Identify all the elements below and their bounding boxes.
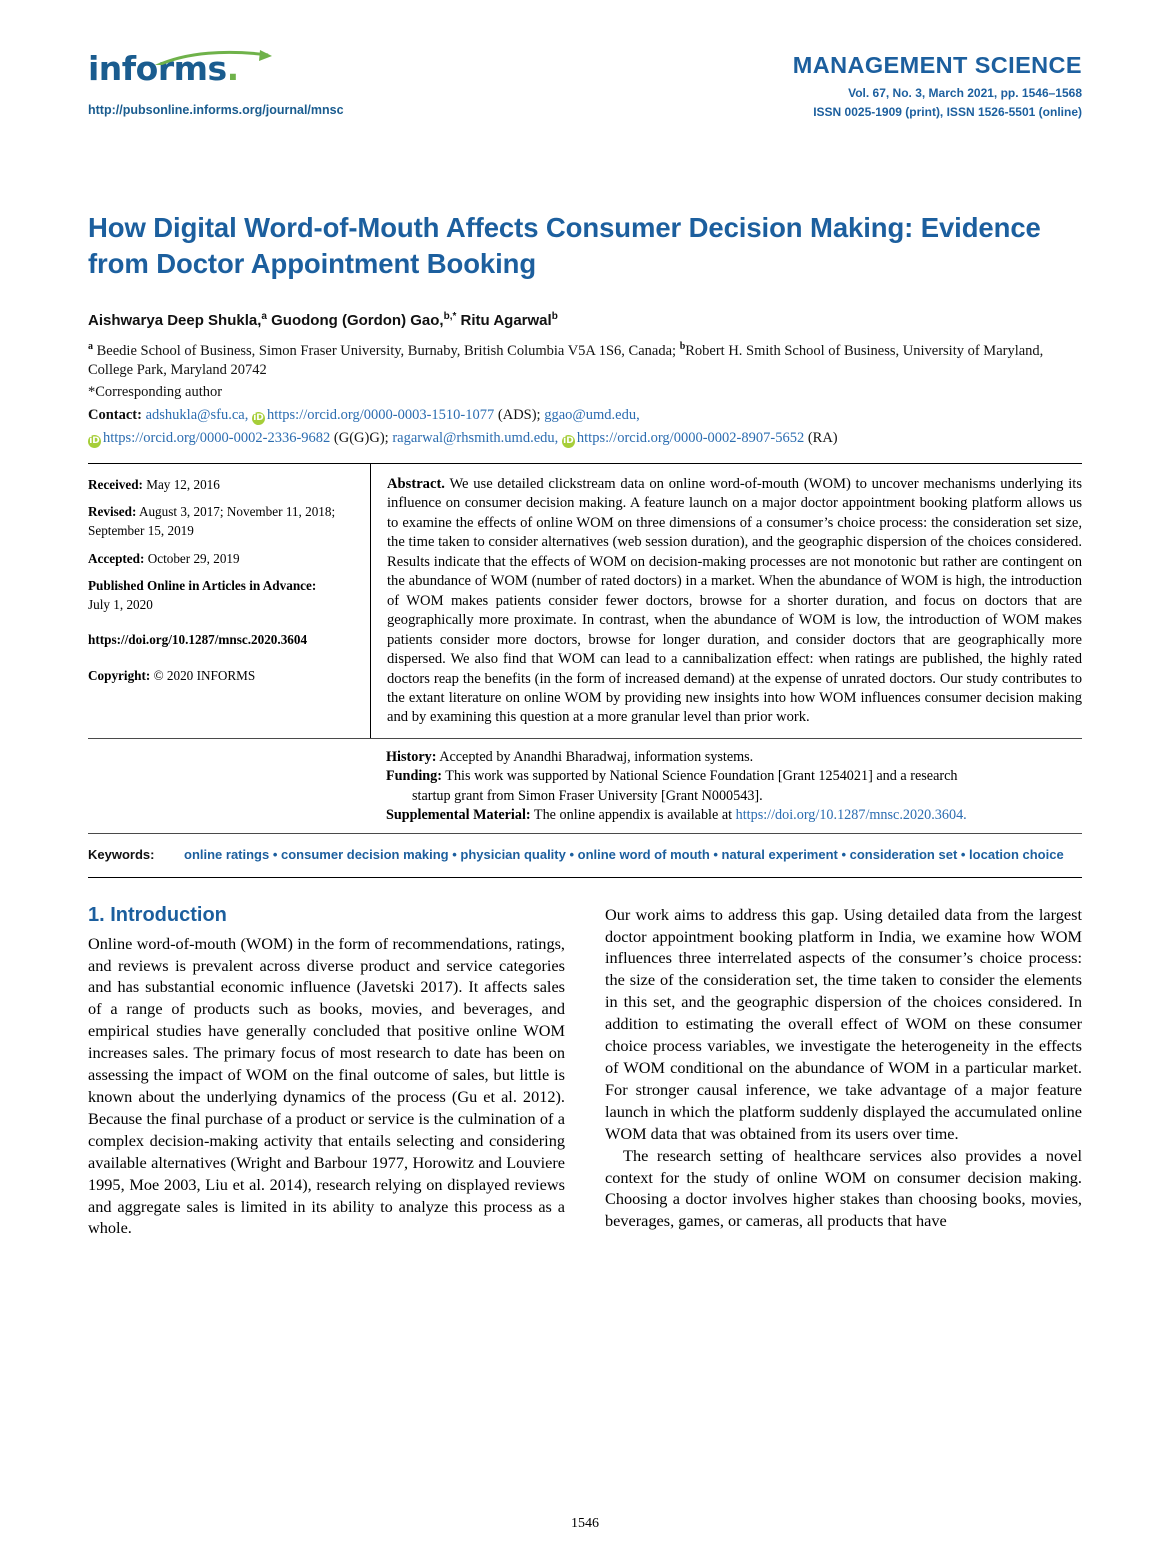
contact-block [88,404,1082,451]
contact-email-3[interactable]: ragarwal@rhsmith.umd.edu, [392,430,559,447]
accepted-value: October 29, 2019 [147,550,240,566]
doi-row[interactable] [88,630,352,649]
informs-logo [88,49,508,88]
accepted-label: Accepted: [88,550,145,566]
contact-email-2[interactable]: ggao@umd.edu, [544,406,640,423]
revised-row [88,502,352,541]
keywords-block [88,834,1082,877]
supplemental-value: The online appendix is available at [533,806,733,823]
supplemental-row [386,806,1082,825]
logo-block [88,49,508,117]
swoosh-icon [150,43,280,65]
corresponding-author-note: *Corresponding author [88,383,223,400]
received-row [88,475,352,494]
abstract-text: We use detailed clickstream data on online word-of-mouth (WOM) to uncover mechanisms underlying its influence on consumer decision making. A feature launch on a major doctor appointment booking platform allows us to examine the effects of online WOM on three dimensions of a consumer’s choice process: the consideration set size, the time taken to consider alternatives (web session duration), and the geographic dispersion of the choices considered. Results indicate that the effects of WOM on decision-making processes are not monotonic but rather are contingent on the abundance of WOM (number of rated doctors) in a market. When the abundance of WOM is high, the introduction of WOM makes patients consider fewer doctors, browse for a shorter duration, and focus on doctors that are geographically more proximate. In contrast, when the abundance of WOM is low, the introduction of WOM makes patients consider more doctors, browse for longer duration, and consider doctors that are geographically more dispersed. We also find that WOM can lead to a cannibalization effect: when ratings are published, the highly rated doctors reap the benefits (in the form of increased demand) at the expense of unrated doctors. Our study contributes to the extant literature on online WOM by providing new insights into how WOM influences consumer decision making and by examining this question at a more granular level than prior work. [387,475,1082,726]
copyright-value: © 2020 INFORMS [153,667,256,683]
orcid-icon: iD [253,412,264,423]
paragraph-right-1: Our work aims to address this gap. Using detailed data from the largest doctor appointment booking platform in India, we examine how WOM influences three interrelated aspects of the consumer’s choice process: the size of the consideration set, the time taken to consider the elements in this set, and the geographic dispersion of the choices considered. In addition to estimating the overall effect of WOM on these consumer choice process variables, we investigate the heterogeneity in the effects of WOM conditional on the abundance of WOM in a particular market. For stronger causal inference, we take advantage of a major feature launch in which the platform suddenly displayed the accumulated online WOM data that was obtained from its users over time. [605,904,1082,1143]
journal-issn: ISSN 0025-1909 (print), ISSN 1526-5501 (online) [813,105,1082,119]
logo-dot: . [226,49,239,88]
orcid-icon: iD [89,436,100,447]
keywords-list[interactable]: online ratings • consumer decision making • physician quality • online word of mouth • natural experiment • consideration set • location choice [184,847,1064,863]
received-value: May 12, 2016 [146,476,220,492]
contact-orcid-1[interactable]: https://orcid.org/0000-0003-1510-1077 [266,406,495,423]
abstract-block [88,464,1082,738]
divider-body [88,877,1082,878]
funding-value: This work was supported by National Science Foundation [Grant 1254021] and a research [445,768,958,785]
revised-label: Revised: [88,504,137,520]
column-left [88,904,565,1240]
published-value: July 1, 2020 [88,597,153,613]
author-list: Aishwarya Deep Shukla,$^a$ Guodong (Gordon) Gao,$^{b,*}$ Ritu Agarwal$^b$ [88,310,558,329]
published-label: Published Online in Articles in Advance: [88,577,317,593]
history-value: Accepted by Anandhi Bharadwaj, information systems. [439,748,754,765]
orcid-icon: iD [563,436,574,447]
affiliation: $^a$ Beedie School of Business, Simon Fraser University, Burnaby, British Columbia V5A 1S6, Canada; $^b$Robert H. Smith School of Business, University of Maryland, College Park, Maryland 20742 [88,340,1044,379]
logo-text: informs [88,49,227,88]
history-block [88,739,1082,833]
funding-value-2: startup grant from Simon Fraser University [Grant N000543]. [412,787,763,804]
accepted-row [88,549,352,568]
paragraph-right-2: The research setting of healthcare services also provides a novel context for the study of online WOM on consumer decision making. Choosing a doctor involves higher stakes than choosing books, movies, beverages, games, or cameras, all products that have [605,1145,1082,1231]
copyright-row [88,666,352,685]
history-label: History: [386,748,437,765]
keywords-label: Keywords: [88,847,155,863]
contact-tag-2: (G(G)G); [333,430,389,447]
contact-email-1[interactable]: adshukla@sfu.ca, [145,406,249,423]
section-heading-introduction: 1. Introduction [88,903,227,926]
journal-title: MANAGEMENT SCIENCE [792,52,1082,78]
journal-url[interactable]: http://pubsonline.informs.org/journal/mnsc [88,103,344,117]
masthead [88,49,1082,148]
published-row [88,576,352,615]
funding-label: Funding: [386,768,442,785]
funding-row [386,767,1082,806]
title-area [88,210,1082,451]
contact-label: Contact: [88,406,142,423]
journal-volume: Vol. 67, No. 3, March 2021, pp. 1546–1568 [848,86,1082,100]
contact-tag-3: (RA) [807,430,838,447]
supplemental-label: Supplemental Material: [386,806,531,823]
column-right [605,904,1082,1240]
history-row [386,748,1082,767]
abstract-label: Abstract. [387,475,445,492]
body-columns [88,904,1082,1240]
revised-value: August 3, 2017; November 11, 2018; September 15, 2019 [88,504,336,539]
contact-orcid-2[interactable]: https://orcid.org/0000-0002-2336-9682 [103,430,331,447]
received-label: Received: [88,476,143,492]
abstract-text-column [370,464,1082,738]
supplemental-link[interactable]: https://doi.org/10.1287/mnsc.2020.3604. [735,806,967,823]
contact-tag-1: (ADS); [497,406,541,423]
contact-orcid-3[interactable]: https://orcid.org/0000-0002-8907-5652 [576,430,805,447]
metadata-column [88,464,370,738]
journal-block [793,52,1082,119]
page-title: How Digital Word-of-Mouth Affects Consumer Decision Making: Evidence from Doctor Appointment Booking [88,212,1041,280]
page-number: 1546 [571,1516,599,1531]
paragraph-left-1: Online word-of-mouth (WOM) in the form of recommendations, ratings, and reviews is prevalent across diverse product and service categories and has substantial economic influence (Javetski 2017). It affects sales of a range of products such as books, movies, and beverages, and empirical studies have generally concluded that positive online WOM increases sales. The primary focus of most research to date has been on assessing the impact of WOM on the final outcome of sales, but little is known about the underlying dynamics of the process (Gu et al. 2012). Because the final purchase of a product or service is the culmination of a complex decision-making activity that entails selecting and considering available alternatives (Wright and Barbour 1977, Horowitz and Louviere 1995, Moe 2003, Liu et al. 2014), research relying on displayed reviews and aggregate sales is limited in its ability to analyze this process as a whole. [88,933,565,1238]
copyright-label: Copyright: [88,667,151,683]
doi-value[interactable]: https://doi.org/10.1287/mnsc.2020.3604 [88,632,308,648]
